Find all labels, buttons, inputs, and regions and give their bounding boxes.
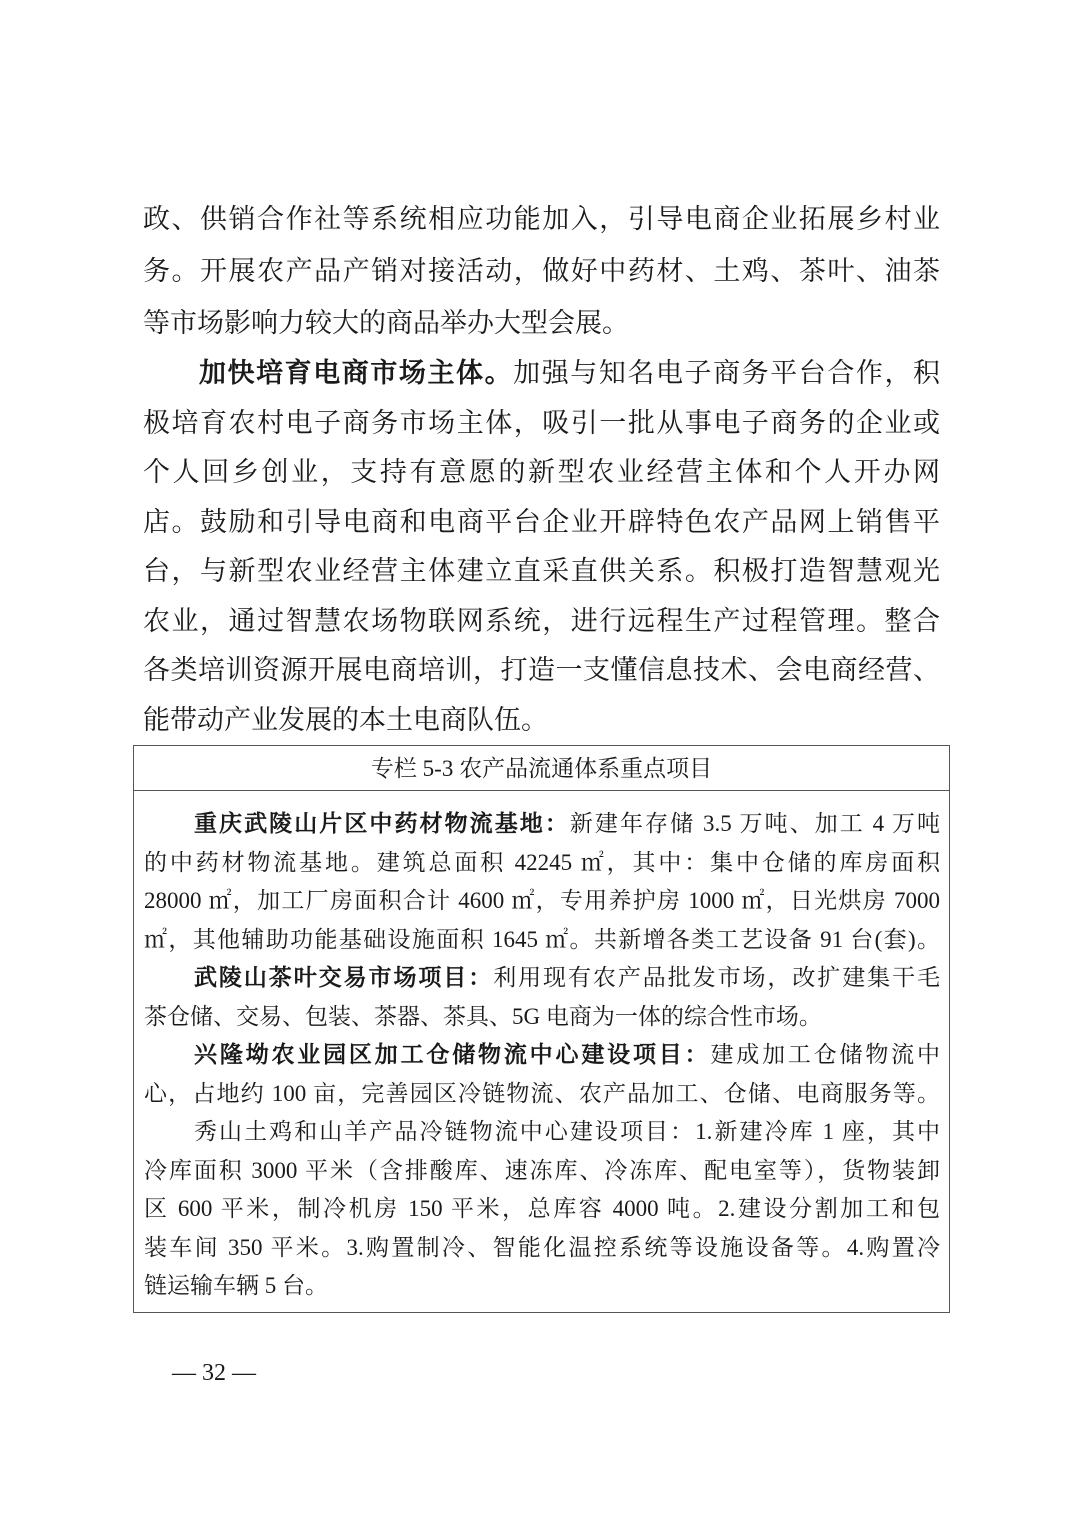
text-line: 装车间 350 平米。3.购置制冷、智能化温控系统等设施设备等。4.购置冷 <box>144 1234 940 1260</box>
feature-box <box>133 745 950 1313</box>
text-line: 台，与新型农业经营主体建立直采直供关系。积极打造智慧观光 <box>143 556 940 586</box>
box-title: 专栏 5-3 农产品流通体系重点项目 <box>134 746 949 791</box>
item-heading: 重庆武陵山片区中药材物流基地： <box>194 811 570 836</box>
text-line: 极培育农村电子商务市场主体，吸引一批从事电子商务的企业或 <box>143 407 940 438</box>
paragraph-2 <box>143 349 940 745</box>
text-line: 冷库面积 3000 平米（含排酸库、速冻库、冷冻库、配电室等），货物装卸 <box>144 1157 940 1183</box>
text-line <box>144 805 940 844</box>
text-line: 各类培训资源开展电商培训，打造一支懂信息技术、会电商经营、 <box>143 655 940 685</box>
text-span: 建成加工仓储物流中 <box>710 1042 941 1067</box>
text-span: 利用现有农产品批发市场，改扩建集干毛 <box>493 965 941 990</box>
text-line: 链运输车辆 5 台。 <box>144 1273 328 1298</box>
text-line: 能带动产业发展的本土电商队伍。 <box>143 704 548 735</box>
text-span: 加强与知名电子商务平台合作，积 <box>513 358 941 388</box>
paragraph-1 <box>143 193 940 349</box>
text-line: 秀山土鸡和山羊产品冷链物流中心建设项目：1.新建冷库 1 座，其中 <box>194 1119 940 1144</box>
text-line <box>144 959 940 998</box>
page-number: — 32 — <box>172 1360 256 1386</box>
text-line: 农业，通过智慧农场物联网系统，进行远程生产过程管理。整合 <box>143 605 940 636</box>
text-line: 区 600 平米，制冷机房 150 平米，总库容 4000 吨。2.建设分割加工和包 <box>144 1196 940 1221</box>
text-line: 个人回乡创业，支持有意愿的新型农业经营主体和个人开办网 <box>143 457 940 487</box>
text-line: 政、供销合作社等系统相应功能加入，引导电商企业拓展乡村业 <box>143 204 940 234</box>
text-line: 店。鼓励和引导电商和电商平台企业开辟特色农产品网上销售平 <box>143 506 940 537</box>
text-line: 茶仓储、交易、包装、茶器、茶具、5G 电商为一体的综合性市场。 <box>144 1003 822 1029</box>
box-body <box>134 805 949 1306</box>
text-line: 的中药材物流基地。建筑总面积 42245 ㎡，其中：集中仓储的库房面积 <box>144 849 940 875</box>
text-line: 务。开展农产品产销对接活动，做好中药材、土鸡、茶叶、油茶 <box>143 256 940 286</box>
text-line <box>143 349 940 399</box>
text-line <box>144 1036 940 1075</box>
item-heading: 武陵山茶叶交易市场项目： <box>194 965 494 990</box>
text-line: ㎡，其他辅助功能基础设施面积 1645 ㎡。共新增各类工艺设备 91 台(套)。 <box>144 926 940 952</box>
text-line: 心，占地约 100 亩，完善园区冷链物流、农产品加工、仓储、电商服务等。 <box>144 1080 940 1106</box>
paragraph-heading: 加快培育电商市场主体。 <box>199 358 514 388</box>
item-heading: 兴隆坳农业园区加工仓储物流中心建设项目： <box>194 1042 711 1067</box>
text-line: 等市场影响力较大的商品举办大型会展。 <box>143 308 629 338</box>
text-span: 新建年存储 3.5 万吨、加工 4 万吨 <box>569 811 941 836</box>
text-line: 28000 ㎡，加工厂房面积合计 4600 ㎡，专用养护房 1000 ㎡，日光烘房 7000 <box>144 888 940 913</box>
body-text <box>143 193 940 745</box>
